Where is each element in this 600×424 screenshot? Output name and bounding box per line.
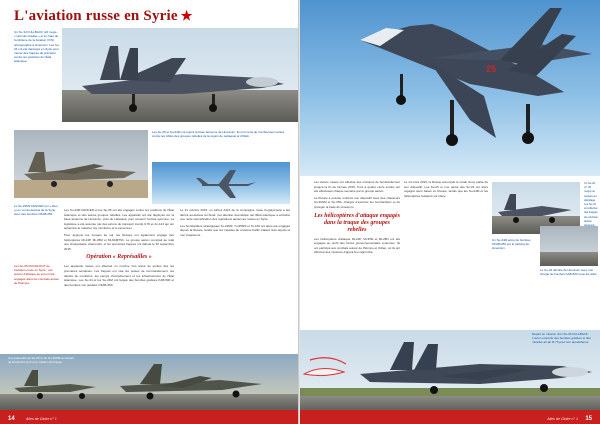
body-paragraph: Le 31 octobre 2015, un Airbus A321 de la compagnie russe Kogalymavia a été détruit au-dessus du Sinaï. Cet attentat revendiqué par l'État islamique a entraîné une nette intensification des opérations aériennes russes en Syrie. [180,208,290,222]
caption-right-1: Un Su-34 (n° 25 rouge) se prépare au décollage. Les Su-34 ont effectué des frappes de précision depuis [584,182,598,223]
left-page [0,0,298,424]
body-paragraph: Les avions russes ont effectué des missions de bombardement jusqu'à la fin de l'année 2015. Trois à quatre cents sorties ont été effectuées chaque semaine par le groupe aérien. [314,180,400,194]
page-title [14,8,193,25]
caption-right-2: Un Su-24M armé de bombes OFAB-250 sur le parking de Hmeimim. [492,238,531,251]
page-footer [300,410,600,424]
page-title-text: L'aviation russe en Syrie [14,8,178,24]
body-column-3 [314,180,400,330]
aircraft-silhouette-icon [152,162,290,204]
body-column-4 [404,180,488,330]
body-paragraph: La Russie a ensuite renforcé son dispositif avec des chasseurs Su-30SM et Su-35S, chargés d'escorter les bombardiers et de protéger la base de Hmeimim. [314,195,400,209]
body-paragraph: Les bombardiers stratégiques Tu-22M3, Tu-95MS et Tu-160 ont alors été engagés depuis la Russie, tandis que les missiles de croisière Kalibr étaient tirés depuis la mer Caspienne. [180,223,290,237]
section-subheading: Les hélicoptères d'attaque engagés dans la traque des groupes rebelles [314,212,400,233]
photo-su24-desert [14,130,148,198]
page-number: 14 [8,416,15,422]
photo-su34-flight [300,0,600,176]
page-footer [0,410,298,424]
body-paragraph: Pour appuyer les troupes au sol, les Russes ont également engagé des hélicoptères Mi-24P, Mi-35M et Mi-8AMTSh. Le groupe aérien comptait au total une cinquantaine d'aéronefs, et les premières frappes ont débuté le 30 septembre 2015. [64,232,174,251]
body-column-2 [180,208,290,354]
body-column-1 [64,208,174,354]
body-paragraph: Le 14 mars 2016, la Russie annonçait le retrait d'une partie de son dispositif. Les Su-25 et une partie des Su-34 ont alors regagné leurs bases en Russie, tandis que les Su-24M et les hélicoptères restaient sur place. [404,180,488,198]
caption-5: Une patrouille de Su-25 et de Su-30SM au départ de Hmeimim pour une mission de frappe. [8,356,74,365]
magazine-name: Ailes de Gloire n° 1 [26,417,57,421]
svg-text:25: 25 [486,64,497,74]
caption-right-4: Départ en mission d'un Su-34 FULLBACK. L'avion emporte des bombes guidées et des missiles air-air R-73 pour son autodéfense. [532,332,591,345]
aircraft-silhouette-icon [14,130,148,198]
aircraft-silhouette-icon [62,28,298,122]
body-paragraph: Les Su-24M FENCER et les Su-25 ont été engagés contre les positions de l'État islamique et des autres groupes rebelles. Les appareils ont été déployés sur la base aérienne de Hmeimim, près de Lattaquié, pour soutenir l'armée syrienne. La logistique a été assurée par des avions de transport lourds Il-76 et An-124 qui ont acheminé le matériel, les munitions et le personnel. [64,208,174,231]
caption-4: Les Su-25 FROGFOOT de l'aviation russe en Syrie ; ces avions d'attaque au sol ont été engagés dans les combats autour de Palmyre. [14,264,60,285]
photo-transport-sky [152,162,290,204]
page-number: 15 [585,416,592,422]
body-paragraph: Les appareils russes ont effectué un nombre très élevé de sorties dès les premières semaines. Les frappes ont visé les postes de commandement, les dépôts de munitions, les camps d'entraînement et les infrastructures de l'État islamique. Les Su-34 et les Su-24M ont largué des bombes guidées KAB-500 et des bombes non guidées OFAB-250. [64,264,174,287]
caption-3: Le Su-24M2 FENCER (un « bleu ») en vol au-dessus de la Syrie avec des bombes OFAB-250. [14,204,58,217]
caption-right-3: Le Su-34 décolle de Hmeimim avec une charge de bombes KAB-500 sous les ailes. [540,268,598,277]
section-subheading: Opération « Représailles » [86,254,152,261]
photo-su24-parking [540,226,598,266]
intro-caption: Un Su-34 FULLBACK (22 rouge, « Hercule Guidée » et en haut de l'emblème de la Aviation VVS) photographié à Hmeimim. Les Su-34 ont été déployés en Syrie pour mener des frappes de précision contre les positions de l'État islamique. [14,30,60,64]
caption-2: Les Su-25 et Su-24M ont rejoint la base aérienne de Hmeimim. Ils ont mené de nombreuses sorties contre les cibles des groupes rebelles de la région de Lattaquié et d'Idleb. [152,130,285,139]
photo-su34-tarmac [62,28,298,122]
red-star-icon: ★ [180,8,193,23]
magazine-name: Ailes de Gloire n° 1 [547,417,578,421]
aircraft-silhouette-icon [300,0,600,176]
body-paragraph: Les hélicoptères d'attaque Mi-24P, Mi-35M et Mi-28N ont été engagés au profit des forces gouvernementales syriennes. Ils ont participé aux combats autour de Palmyre et d'Alep, où ils ont effectué des missions d'appui-feu rapproché. [314,236,400,255]
right-page [300,0,600,424]
